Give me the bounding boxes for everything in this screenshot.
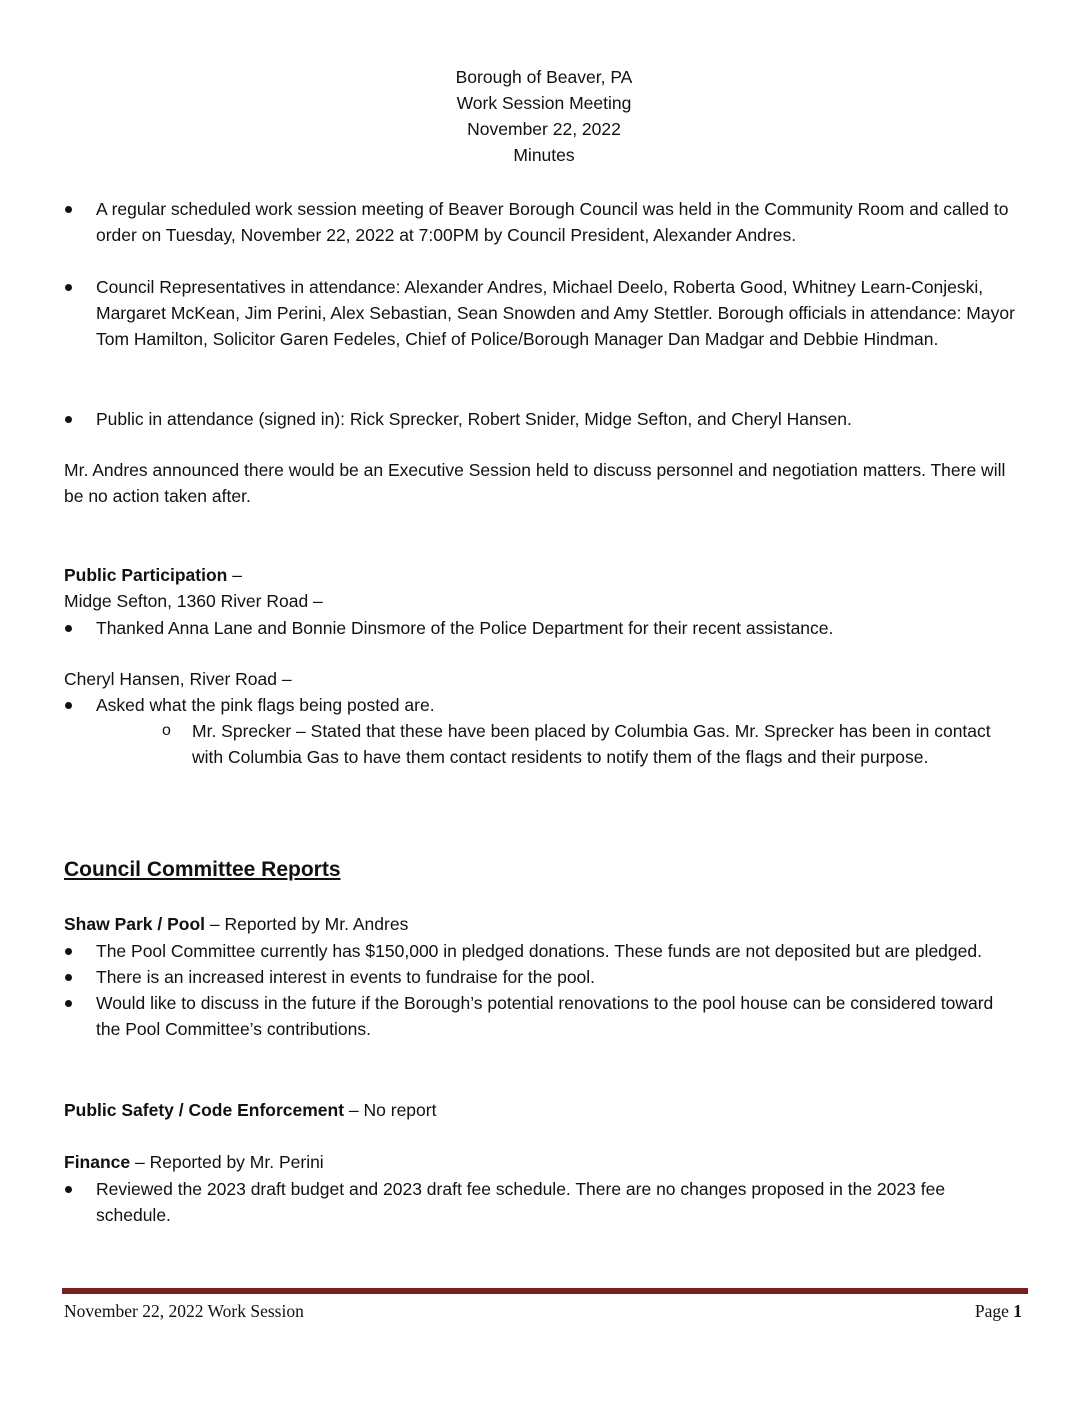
public-participation-title: Public Participation bbox=[64, 565, 228, 585]
intro-bullet-1-block bbox=[0, 196, 1088, 248]
finance-bullets bbox=[0, 1176, 1088, 1228]
speaker-1-bullets bbox=[0, 615, 1088, 641]
shaw-park-bullet: Would like to discuss in the future if the Borough’s potential renovations to the pool house can be considered toward the Pool Committee’s contributions. bbox=[0, 990, 1088, 1042]
intro-bullet-3-block bbox=[0, 406, 1088, 432]
shaw-park-bullet: There is an increased interest in events to fundraise for the pool. bbox=[0, 964, 1088, 990]
shaw-park-bullet: The Pool Committee currently has $150,000 in pledged donations. These funds are not deposited but are pledged. bbox=[0, 938, 1088, 964]
document-header bbox=[0, 64, 1088, 168]
finance-reporter: – Reported by Mr. Perini bbox=[130, 1152, 324, 1172]
speaker-2-bullets bbox=[0, 692, 1088, 770]
footer-title: November 22, 2022 Work Session bbox=[64, 1301, 304, 1321]
public-safety-title: Public Safety / Code Enforcement bbox=[64, 1100, 345, 1120]
intro-bullet-call-to-order: A regular scheduled work session meeting of Beaver Borough Council was held in the Community Room and called to order on Tuesday, November 22, 2022 at 7:00PM by Council President, Alexander Andres. bbox=[0, 196, 1088, 248]
public-safety-report: – No report bbox=[344, 1100, 437, 1120]
header-meeting-type: Work Session Meeting bbox=[456, 93, 632, 113]
finance-title: Finance bbox=[64, 1152, 131, 1172]
public-safety-heading bbox=[64, 1097, 1016, 1123]
header-borough: Borough of Beaver, PA bbox=[455, 67, 633, 87]
header-date: November 22, 2022 bbox=[467, 119, 621, 139]
speaker-1-bullet: Thanked Anna Lane and Bonnie Dinsmore of the Police Department for their recent assistance. bbox=[0, 615, 1088, 641]
speaker-2-bullet: Asked what the pink flags being posted are. bbox=[0, 692, 1088, 718]
header-minutes: Minutes bbox=[513, 145, 575, 165]
executive-session-note: Mr. Andres announced there would be an Executive Session held to discuss personnel and negotiation matters. There will be no action taken after. bbox=[64, 460, 1006, 506]
intro-bullet-2-block bbox=[0, 274, 1088, 352]
committee-reports-heading: Council Committee Reports bbox=[64, 858, 341, 881]
footer-page-number bbox=[975, 1298, 1022, 1324]
speaker-1: Midge Sefton, 1360 River Road – bbox=[64, 591, 323, 611]
footer-page-label: Page bbox=[974, 1301, 1014, 1321]
shaw-park-heading bbox=[64, 911, 1016, 937]
footer-rule bbox=[62, 1288, 1028, 1294]
finance-heading bbox=[64, 1149, 1016, 1175]
shaw-park-bullets bbox=[0, 938, 1088, 1042]
speaker-2-sub-bullet: o Mr. Sprecker – Stated that these have been placed by Columbia Gas. Mr. Sprecker has been in contact with Columbia Gas to have them contact residents to notify them of the flags and their purpose. bbox=[0, 718, 1088, 770]
shaw-park-reporter: – Reported by Mr. Andres bbox=[205, 914, 409, 934]
intro-bullet-public: Public in attendance (signed in): Rick Sprecker, Robert Snider, Midge Sefton, and Cheryl Hansen. bbox=[0, 406, 1088, 432]
finance-bullet: Reviewed the 2023 draft budget and 2023 draft fee schedule. There are no changes proposed in the 2023 fee schedule. bbox=[0, 1176, 1088, 1228]
intro-bullet-attendance: Council Representatives in attendance: Alexander Andres, Michael Deelo, Roberta Good, Whitney Learn-Conjeski, Margaret McKean, Jim Perini, Alex Sebastian, Sean Snowden and Amy Stettler. Borough officials in attendance: Mayor Tom Hamilton, Solicitor Garen Fedeles, Chief of Police/Borough Manager Dan Madgar and Debbie Hindman. bbox=[0, 274, 1088, 352]
footer-page-value: 1 bbox=[1013, 1301, 1022, 1321]
shaw-park-title: Shaw Park / Pool bbox=[64, 914, 206, 934]
public-participation-heading bbox=[64, 562, 1016, 588]
speaker-2: Cheryl Hansen, River Road – bbox=[64, 669, 292, 689]
public-participation-dash: – bbox=[227, 565, 242, 585]
